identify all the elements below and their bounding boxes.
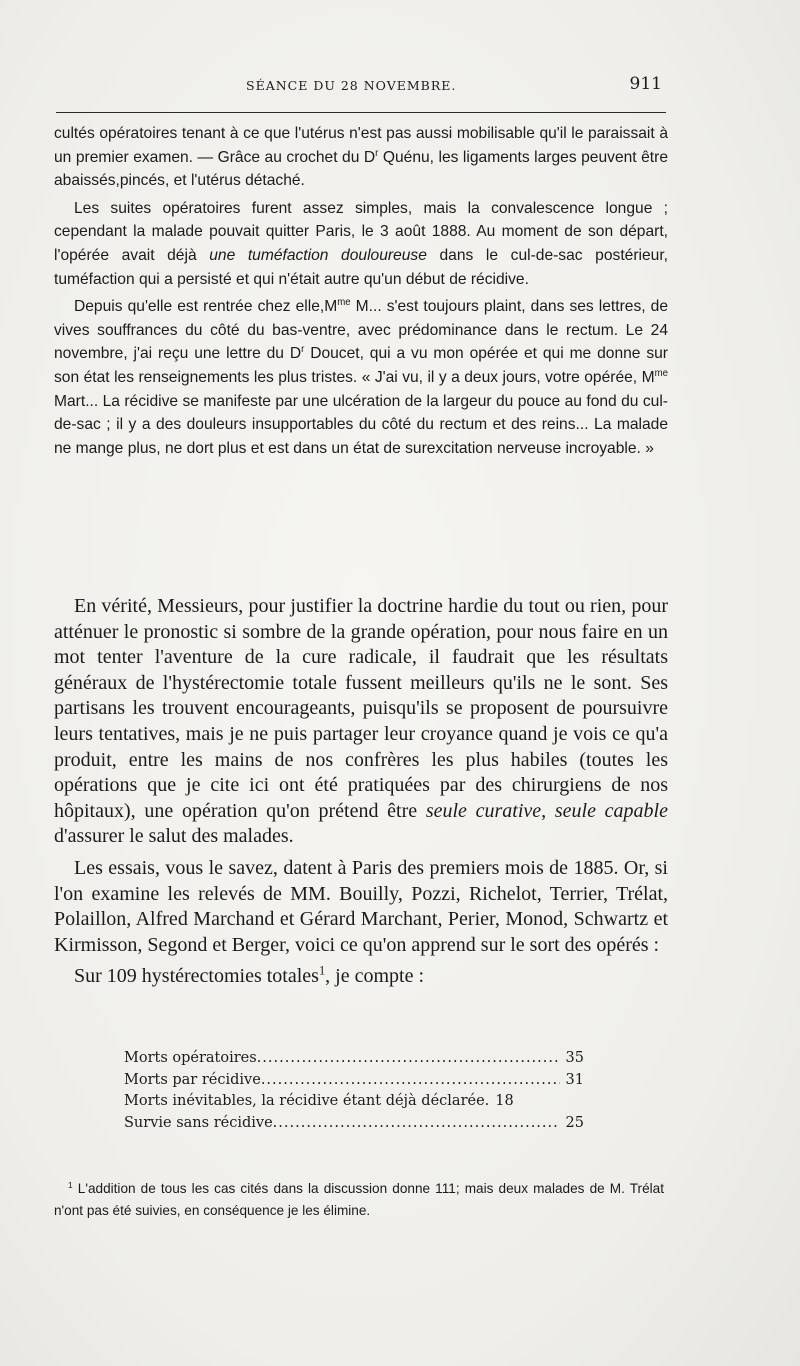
footnote-marker: 1: [68, 1179, 73, 1190]
stat-row: [124, 1091, 584, 1113]
leader-dots: [273, 1113, 560, 1135]
footnote: [54, 1178, 664, 1222]
paragraph: Depuis qu'elle est rentrée chez $elle,M^{me}$ M... s'est toujours plaint, dans ses lettres, de vives souffrances du côté du bas-ventre, avec prédominance dans le rectum. Le 24 novembre, j'ai reçu une lettre du $D^r$ Doucet, qui a vu mon opérée et qui me donne sur son état les renseignements les plus tristes. « J'ai vu, il y a deux jours, votre opérée, $M^{me}$ Mart... La récidive se manifeste par une ulcération de la largeur du pouce au fond du cul-de-sac ; il y a des douleurs insupportables du côté du rectum et des reins... La malade ne mange plus, ne dort plus et est dans un état de surexcitation nerveuse incroyable. »: [54, 297, 668, 457]
header-rule: [56, 112, 666, 113]
paragraph: Les suites opératoires furent assez simples, mais la convalescence longue ; cependant la malade pouvait quitter Paris, le 3 août 1888. Au moment de son départ, l'opérée avait déjà une tuméfaction douloureuse dans le cul-de-sac postérieur, tuméfaction qui a persisté et qui n'était autre qu'un début de récidive.: [54, 199, 668, 288]
stat-row: [124, 1113, 584, 1135]
stat-value: 31: [565, 1071, 584, 1088]
page-header: [56, 74, 664, 104]
stat-label: Morts inévitables, la récidive étant déjà déclarée.: [124, 1093, 490, 1109]
stat-value: 18: [495, 1093, 514, 1109]
statistics-table: [124, 1048, 584, 1134]
case-report-text: [54, 122, 668, 464]
paragraph: Sur 109 hystérectomies totales$^1$, je compte :: [74, 963, 425, 988]
leader-dots: [257, 1048, 560, 1070]
page-number: 911: [629, 74, 662, 94]
paragraph: En vérité, Messieurs, pour justifier la doctrine hardie du tout ou rien, pour atténuer le pronostic si sombre de la grande opération, pour nous faire en un mot tenter l'aventure de la cure radicale, il faudrait que les résultats généraux de l'hystérectomie totale fussent meilleurs qu'ils ne le sont. Ses partisans les trouvent encourageants, puisqu'ils se proposent de poursuivre leurs tentatives, mais je ne puis partager leur croyance quand je vois ce qu'a produit, entre les mains de nos confrères les plus habiles (toutes les opérations que je cite ici ont été pratiquées par des chirurgiens de nos hôpitaux), une opération qu'on prétend être seule curative, seule capable d'assurer le salut des malades.: [54, 595, 668, 848]
stat-value: 35: [565, 1050, 584, 1066]
stat-label: Survie sans récidive: [124, 1114, 273, 1131]
running-head: SÉANCE DU 28 NOVEMBRE.: [246, 78, 457, 93]
stat-label: Morts opératoires: [124, 1050, 257, 1066]
stat-value: 25: [565, 1114, 584, 1131]
stat-row: [124, 1048, 584, 1070]
stat-label: Morts par récidive: [124, 1071, 261, 1088]
paragraph: Les essais, vous le savez, datent à Paris des premiers mois de 1885. Or, si l'on examine les relevés de MM. Bouilly, Pozzi, Richelot, Terrier, Trélat, Polaillon, Alfred Marchand et Gérard Marchant, Perier, Monod, Schwartz et Kirmisson, Segond et Berger, voici ce qu'on apprend sur le sort des opérés :: [54, 856, 668, 956]
paragraph: cultés opératoires tenant à ce que l'utérus n'est pas aussi mobilisable qu'il le paraissait à un premier examen. — Grâce au crochet du $D^r$ Quénu, les ligaments larges peuvent être abaissés,pincés, et l'utérus détaché.: [54, 125, 668, 190]
stat-row: [124, 1070, 584, 1092]
footnote-text: L'addition de tous les cas cités dans la discussion donne 111; mais deux malades de M. Trélat n'ont pas été suivies, en conséquence je les élimine.: [54, 1181, 664, 1218]
leader-dots: [261, 1070, 560, 1092]
main-text: [54, 594, 668, 996]
